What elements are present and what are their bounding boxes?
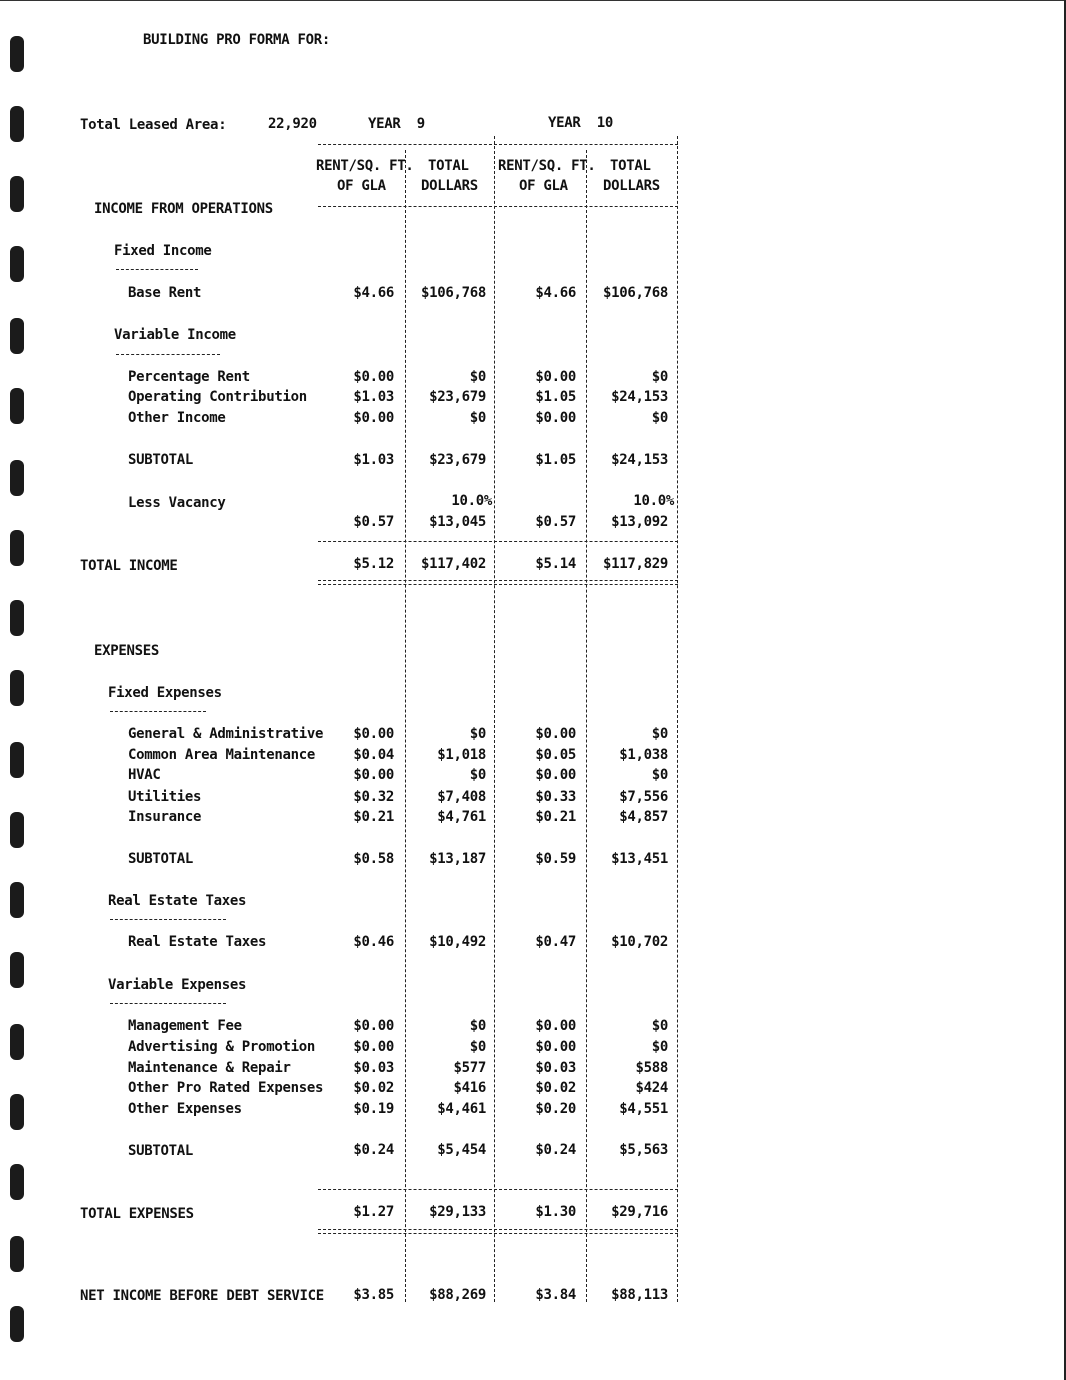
col-rent-subheading-y9: OF GLA xyxy=(337,178,386,194)
year-10-total: $24,153 xyxy=(611,452,668,468)
row-label: Other Income xyxy=(128,410,226,426)
col-total-heading-y9: TOTAL xyxy=(428,158,469,174)
year-9-rent-psf: $0.02 xyxy=(353,1080,394,1096)
year-10-total: $0 xyxy=(651,1039,668,1055)
total-income-rule xyxy=(318,541,678,542)
year-10-rent-psf: $0.05 xyxy=(535,747,576,763)
binder-hole xyxy=(10,176,24,212)
year-10-total: $0 xyxy=(651,369,668,385)
year-9-rent-psf: $0.00 xyxy=(353,410,394,426)
year-9-total: $0 xyxy=(469,1018,486,1034)
year-9-rent-psf: $0.00 xyxy=(353,726,394,742)
row-label: TOTAL INCOME xyxy=(80,558,178,574)
year-9-rent-psf: $1.03 xyxy=(353,452,394,468)
col-total-subheading-y10: DOLLARS xyxy=(603,178,660,194)
year-9-rent-psf: $0.00 xyxy=(353,369,394,385)
row-label: Other Pro Rated Expenses xyxy=(128,1080,324,1096)
row-label: Maintenance & Repair xyxy=(128,1060,291,1076)
year-9-total: $117,402 xyxy=(420,556,486,572)
column-divider xyxy=(677,136,678,1302)
year-10-rent-psf: $0.02 xyxy=(535,1080,576,1096)
binder-hole xyxy=(10,1024,24,1060)
binder-hole xyxy=(10,246,24,282)
row-label: Operating Contribution xyxy=(128,389,307,405)
year-10-total: $117,829 xyxy=(602,556,668,572)
year-10-rent-psf: $0.24 xyxy=(535,1142,576,1158)
year-9-total: $10,492 xyxy=(429,934,486,950)
year-9-heading: YEAR 9 xyxy=(368,116,425,132)
year-9-rent-psf: $0.32 xyxy=(353,789,394,805)
year-9-vacancy-rate: 10.0% xyxy=(451,493,492,509)
leased-area-value: 22,920 xyxy=(268,116,317,132)
year-10-rent-psf: $0.00 xyxy=(535,410,576,426)
year-9-total: $0 xyxy=(469,767,486,783)
year-10-total: $13,451 xyxy=(611,851,668,867)
year-10-rent-psf: $0.00 xyxy=(535,726,576,742)
year-10-total: $0 xyxy=(651,767,668,783)
year-10-rent-psf: $0.33 xyxy=(535,789,576,805)
year-10-rent-psf: $0.00 xyxy=(535,767,576,783)
row-label: Base Rent xyxy=(128,285,202,301)
year-10-rent-psf: $0.57 xyxy=(535,514,576,530)
total-income-double-rule xyxy=(318,580,678,585)
col-total-heading-y10: TOTAL xyxy=(610,158,651,174)
year-9-rent-psf: $1.27 xyxy=(353,1204,394,1220)
row-label: Insurance xyxy=(128,809,202,825)
year-9-total: $106,768 xyxy=(420,285,486,301)
row-label: SUBTOTAL xyxy=(128,452,194,468)
year-9-total: $29,133 xyxy=(429,1204,486,1220)
row-label: Common Area Maintenance xyxy=(128,747,315,763)
year-9-total: $0 xyxy=(469,726,486,742)
year-10-rent-psf: $4.66 xyxy=(535,285,576,301)
year-10-total: $29,716 xyxy=(611,1204,668,1220)
year-9-rent-psf: $0.04 xyxy=(353,747,394,763)
col-rent-subheading-y10: OF GLA xyxy=(519,178,568,194)
year-10-rent-psf: $1.30 xyxy=(535,1204,576,1220)
row-label: Management Fee xyxy=(128,1018,242,1034)
year-10-vacancy-rate: 10.0% xyxy=(633,493,674,509)
year-10-rent-psf: $1.05 xyxy=(535,389,576,405)
year-10-total: $0 xyxy=(651,410,668,426)
year-10-rent-psf: $0.59 xyxy=(535,851,576,867)
year-9-total: $416 xyxy=(453,1080,486,1096)
row-label: Utilities xyxy=(128,789,202,805)
section-expenses: EXPENSES xyxy=(94,643,160,659)
year-9-total: $0 xyxy=(469,410,486,426)
section-fixed-expenses: Fixed Expenses xyxy=(108,685,222,701)
binder-hole xyxy=(10,36,24,72)
year-9-rent-psf: $0.00 xyxy=(353,767,394,783)
row-label: SUBTOTAL xyxy=(128,851,194,867)
year-10-total: $424 xyxy=(635,1080,668,1096)
binder-hole xyxy=(10,1094,24,1130)
total-expenses-rule xyxy=(318,1189,678,1190)
year-9-total: $88,269 xyxy=(429,1287,486,1303)
underline xyxy=(110,1003,226,1004)
year-9-rent-psf: $1.03 xyxy=(353,389,394,405)
section-real-estate-taxes: Real Estate Taxes xyxy=(108,893,247,909)
year-10-total: $7,556 xyxy=(619,789,668,805)
page-title: BUILDING PRO FORMA FOR: xyxy=(143,32,330,48)
year-10-total: $88,113 xyxy=(611,1287,668,1303)
year-9-rent-psf: $0.58 xyxy=(353,851,394,867)
year-10-rent-psf: $0.20 xyxy=(535,1101,576,1117)
leased-area-label: Total Leased Area: xyxy=(80,117,227,133)
year-9-total: $1,018 xyxy=(437,747,486,763)
row-label: General & Administrative xyxy=(128,726,324,742)
year-10-total: $24,153 xyxy=(611,389,668,405)
year-10-rent-psf: $0.00 xyxy=(535,369,576,385)
section-variable-expenses: Variable Expenses xyxy=(108,977,247,993)
year-10-total: $5,563 xyxy=(619,1142,668,1158)
row-label: Advertising & Promotion xyxy=(128,1039,315,1055)
underline xyxy=(110,919,226,920)
year-10-total: $4,857 xyxy=(619,809,668,825)
binder-hole xyxy=(10,1164,24,1200)
year-10-total: $10,702 xyxy=(611,934,668,950)
column-divider xyxy=(494,136,495,1302)
header-rule-top xyxy=(318,144,678,145)
col-rent-heading-y10: RENT/SQ. FT. xyxy=(498,158,596,174)
year-10-heading: YEAR 10 xyxy=(548,115,614,131)
year-9-rent-psf: $0.21 xyxy=(353,809,394,825)
binder-hole xyxy=(10,318,24,354)
year-10-total: $588 xyxy=(635,1060,668,1076)
row-label: TOTAL EXPENSES xyxy=(80,1206,194,1222)
year-10-rent-psf: $0.03 xyxy=(535,1060,576,1076)
year-9-rent-psf: $4.66 xyxy=(353,285,394,301)
year-9-total: $13,045 xyxy=(429,514,486,530)
year-9-total: $0 xyxy=(469,369,486,385)
year-9-total: $4,461 xyxy=(437,1101,486,1117)
year-9-rent-psf: $0.46 xyxy=(353,934,394,950)
binder-hole xyxy=(10,460,24,496)
section-fixed-income: Fixed Income xyxy=(114,243,212,259)
col-rent-heading-y9: RENT/SQ. FT. xyxy=(316,158,414,174)
row-label: NET INCOME BEFORE DEBT SERVICE xyxy=(80,1288,324,1304)
binder-hole xyxy=(10,388,24,424)
year-9-rent-psf: $0.03 xyxy=(353,1060,394,1076)
year-9-total: $577 xyxy=(453,1060,486,1076)
row-label: Other Expenses xyxy=(128,1101,242,1117)
row-label: Less Vacancy xyxy=(128,495,226,511)
year-10-rent-psf: $5.14 xyxy=(535,556,576,572)
underline xyxy=(116,354,220,355)
binder-hole xyxy=(10,530,24,566)
section-variable-income: Variable Income xyxy=(114,327,236,343)
total-expenses-double-rule xyxy=(318,1229,678,1234)
year-9-total: $4,761 xyxy=(437,809,486,825)
year-9-total: $23,679 xyxy=(429,389,486,405)
year-10-rent-psf: $3.84 xyxy=(535,1287,576,1303)
year-9-rent-psf: $5.12 xyxy=(353,556,394,572)
year-10-total: $0 xyxy=(651,726,668,742)
page-top-edge xyxy=(0,0,1066,1)
year-9-total: $5,454 xyxy=(437,1142,486,1158)
year-9-rent-psf: $0.00 xyxy=(353,1039,394,1055)
binder-hole xyxy=(10,600,24,636)
row-label: Percentage Rent xyxy=(128,369,250,385)
year-10-rent-psf: $0.47 xyxy=(535,934,576,950)
binder-hole xyxy=(10,952,24,988)
binder-hole xyxy=(10,882,24,918)
year-10-total: $1,038 xyxy=(619,747,668,763)
year-9-total: $7,408 xyxy=(437,789,486,805)
underline xyxy=(116,269,198,270)
year-9-rent-psf: $0.24 xyxy=(353,1142,394,1158)
year-9-total: $0 xyxy=(469,1039,486,1055)
section-income-operations: INCOME FROM OPERATIONS xyxy=(94,201,273,217)
row-label: HVAC xyxy=(128,767,161,783)
row-label: SUBTOTAL xyxy=(128,1143,194,1159)
header-rule-bottom xyxy=(318,206,678,207)
binder-hole xyxy=(10,1236,24,1272)
year-9-total: $13,187 xyxy=(429,851,486,867)
year-10-rent-psf: $0.00 xyxy=(535,1018,576,1034)
row-label: Real Estate Taxes xyxy=(128,934,267,950)
year-9-rent-psf: $3.85 xyxy=(353,1287,394,1303)
binder-hole xyxy=(10,742,24,778)
year-10-total: $4,551 xyxy=(619,1101,668,1117)
year-9-rent-psf: $0.19 xyxy=(353,1101,394,1117)
col-total-subheading-y9: DOLLARS xyxy=(421,178,478,194)
year-10-rent-psf: $1.05 xyxy=(535,452,576,468)
year-9-rent-psf: $0.57 xyxy=(353,514,394,530)
binder-hole xyxy=(10,1306,24,1342)
year-9-total: $23,679 xyxy=(429,452,486,468)
year-10-total: $106,768 xyxy=(602,285,668,301)
year-10-rent-psf: $0.00 xyxy=(535,1039,576,1055)
year-10-rent-psf: $0.21 xyxy=(535,809,576,825)
binder-hole xyxy=(10,106,24,142)
underline xyxy=(110,711,206,712)
year-9-rent-psf: $0.00 xyxy=(353,1018,394,1034)
year-10-total: $0 xyxy=(651,1018,668,1034)
binder-hole xyxy=(10,812,24,848)
column-divider xyxy=(586,150,587,1302)
binder-hole xyxy=(10,670,24,706)
year-10-total: $13,092 xyxy=(611,514,668,530)
